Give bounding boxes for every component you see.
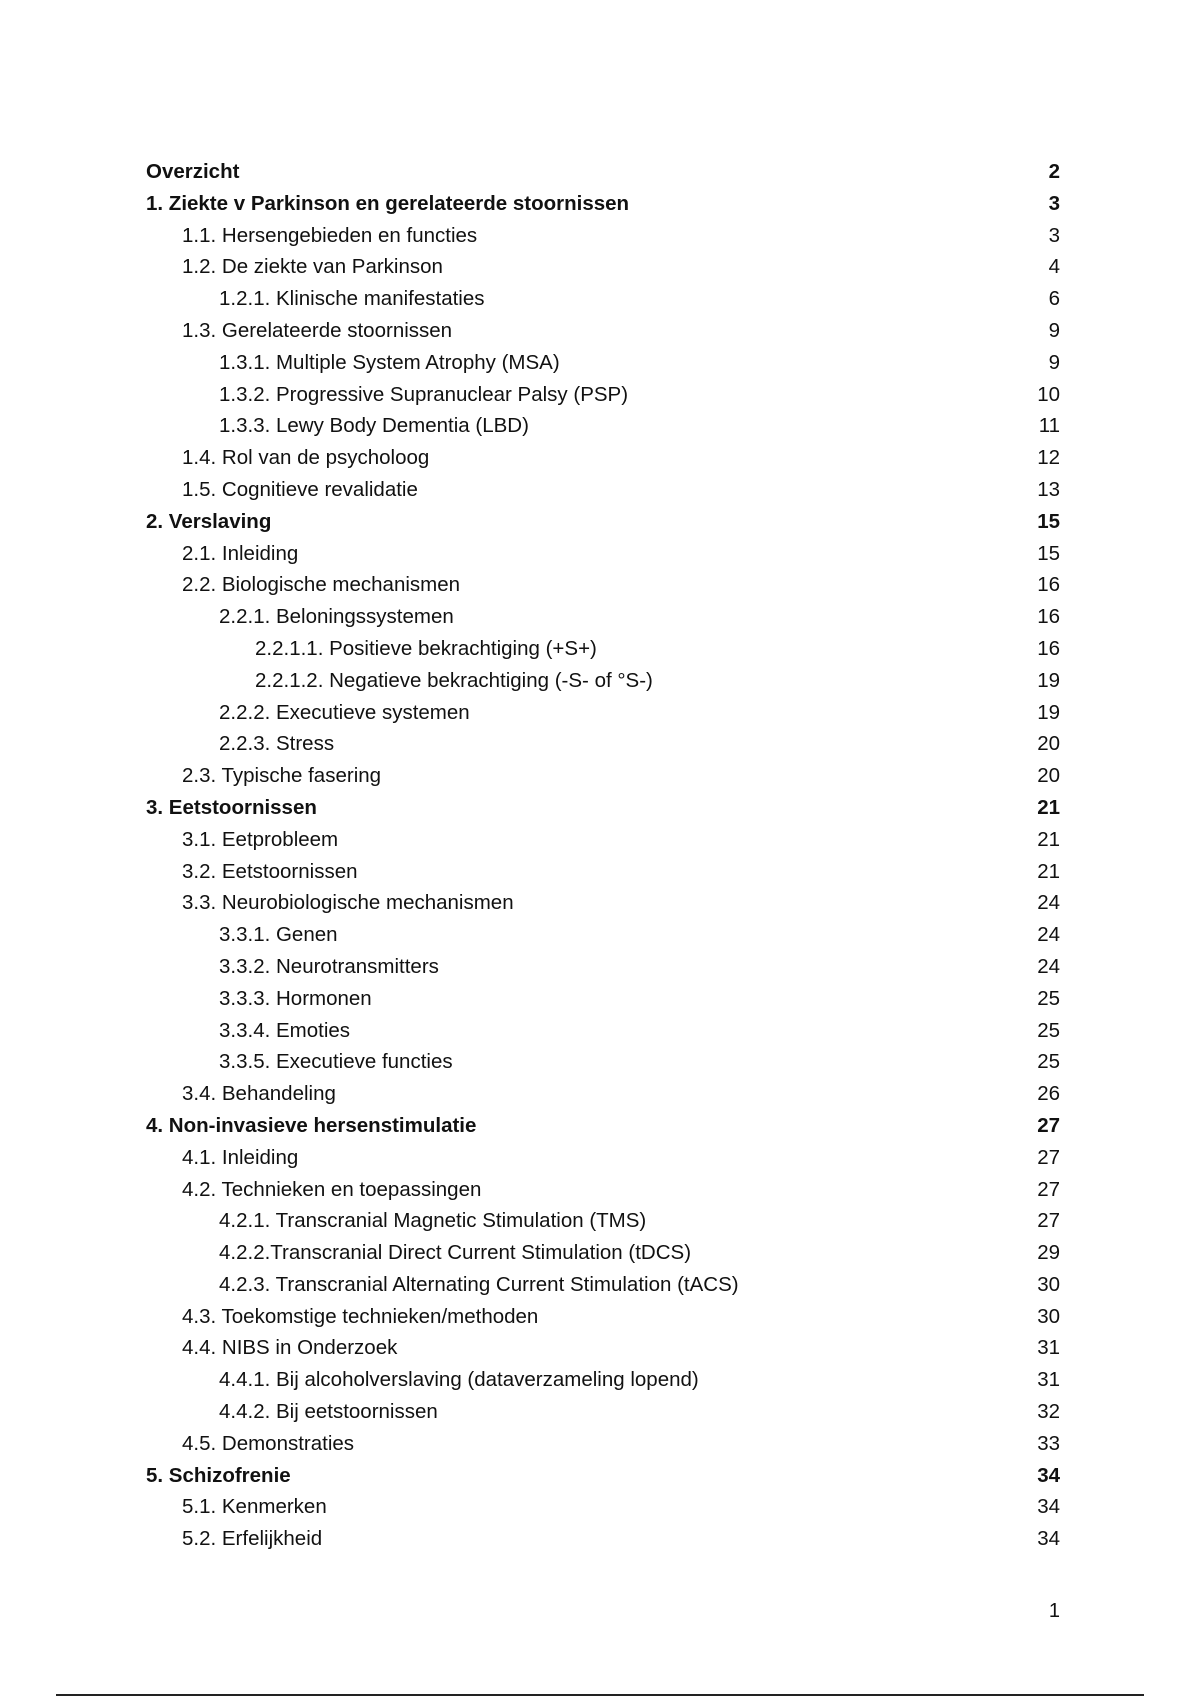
toc-entry-title: 1.4. Rol van de psycholoog — [182, 446, 430, 470]
toc-entry-page: 3 — [1048, 191, 1060, 215]
toc-entry-page: 25 — [1037, 986, 1060, 1010]
toc-entry-title: 1.2. De ziekte van Parkinson — [182, 255, 443, 279]
toc-entry-title: 3.4. Behandeling — [182, 1082, 336, 1106]
toc-entry[interactable] — [146, 1491, 1060, 1523]
toc-entry[interactable] — [146, 1142, 1060, 1174]
toc-entry-page: 9 — [1048, 318, 1060, 342]
toc-entry-page: 10 — [1037, 382, 1060, 406]
toc-entry[interactable] — [146, 1237, 1060, 1269]
toc-entry-title: 2.2.2. Executieve systemen — [219, 700, 470, 724]
toc-entry[interactable] — [146, 1269, 1060, 1301]
toc-entry-page: 21 — [1037, 859, 1060, 883]
toc-entry[interactable] — [146, 283, 1060, 315]
toc-entry-title: 5. Schizofrenie — [146, 1463, 291, 1487]
toc-entry-page: 32 — [1037, 1400, 1060, 1424]
toc-entry[interactable] — [146, 1460, 1060, 1492]
toc-entry-title: 3.3.4. Emoties — [219, 1018, 351, 1042]
toc-entry-title: 3. Eetstoornissen — [146, 795, 317, 819]
toc-entry[interactable] — [146, 379, 1060, 411]
toc-entry[interactable] — [146, 1046, 1060, 1078]
toc-entry[interactable] — [146, 1174, 1060, 1206]
toc-entry-title: 2.2.1.1. Positieve bekrachtiging (+S+) — [255, 636, 597, 660]
page-number: 1 — [1048, 1600, 1060, 1622]
toc-entry-page: 13 — [1037, 477, 1060, 501]
toc-entry-page: 31 — [1037, 1336, 1060, 1360]
toc-entry[interactable] — [146, 474, 1060, 506]
toc-entry-title: 3.2. Eetstoornissen — [182, 859, 358, 883]
toc-entry-page: 26 — [1037, 1082, 1060, 1106]
toc-entry[interactable] — [146, 506, 1060, 538]
toc-entry-title: 4.1. Inleiding — [182, 1145, 299, 1169]
toc-entry[interactable] — [146, 887, 1060, 919]
toc-entry[interactable] — [146, 156, 1060, 188]
toc-entry-page: 20 — [1037, 764, 1060, 788]
toc-entry-page: 27 — [1037, 1145, 1060, 1169]
toc-entry-page: 4 — [1048, 255, 1060, 279]
toc-entry[interactable] — [146, 1078, 1060, 1110]
toc-entry-page: 15 — [1037, 541, 1060, 565]
toc-entry[interactable] — [146, 633, 1060, 665]
toc-entry[interactable] — [146, 792, 1060, 824]
toc-entry-page: 16 — [1037, 605, 1060, 629]
toc-entry-title: 4.4. NIBS in Onderzoek — [182, 1336, 398, 1360]
toc-entry-page: 34 — [1037, 1463, 1060, 1487]
toc-entry[interactable] — [146, 665, 1060, 697]
toc-entry-title: 2.2.1. Beloningssystemen — [219, 605, 454, 629]
toc-entry-page: 24 — [1037, 891, 1060, 915]
toc-entry-page: 25 — [1037, 1018, 1060, 1042]
toc-entry[interactable] — [146, 1396, 1060, 1428]
toc-entry[interactable] — [146, 315, 1060, 347]
toc-entry-page: 31 — [1037, 1368, 1060, 1392]
toc-entry-title: 4.2. Technieken en toepassingen — [182, 1177, 482, 1201]
toc-entry-title: 1. Ziekte v Parkinson en gerelateerde stoornissen — [146, 191, 630, 215]
toc-entry-page: 27 — [1037, 1177, 1060, 1201]
table-of-contents — [146, 156, 1060, 1555]
toc-entry-title: 5.1. Kenmerken — [182, 1495, 327, 1519]
toc-entry-page: 2 — [1048, 160, 1060, 183]
toc-entry-page: 27 — [1037, 1113, 1060, 1137]
toc-entry-title: 4.4.1. Bij alcoholverslaving (dataverzameling lopend) — [219, 1368, 699, 1392]
toc-entry-title: 1.2.1. Klinische manifestaties — [219, 287, 485, 311]
toc-entry-title: 1.3. Gerelateerde stoornissen — [182, 318, 453, 342]
toc-entry-title: Overzicht — [146, 160, 240, 183]
toc-entry-page: 24 — [1037, 954, 1060, 978]
toc-entry[interactable] — [146, 1364, 1060, 1396]
toc-entry[interactable] — [146, 251, 1060, 283]
toc-entry-title: 2.2. Biologische mechanismen — [182, 573, 461, 597]
toc-entry-page: 20 — [1037, 732, 1060, 756]
toc-entry-title: 2. Verslaving — [146, 509, 272, 533]
toc-entry-title: 3.3.1. Genen — [219, 923, 338, 947]
toc-entry-page: 24 — [1037, 923, 1060, 947]
toc-entry-title: 4. Non-invasieve hersenstimulatie — [146, 1113, 477, 1137]
toc-entry-title: 3.3.5. Executieve functies — [219, 1050, 453, 1074]
toc-entry-title: 4.2.2.Transcranial Direct Current Stimulation (tDCS) — [219, 1241, 692, 1265]
toc-entry[interactable] — [146, 569, 1060, 601]
toc-entry[interactable] — [146, 347, 1060, 379]
toc-entry-page: 29 — [1037, 1241, 1060, 1265]
toc-entry-title: 2.2.3. Stress — [219, 732, 335, 756]
bottom-divider — [56, 1694, 1144, 1696]
toc-entry-title: 3.3. Neurobiologische mechanismen — [182, 891, 514, 915]
toc-entry-page: 27 — [1037, 1209, 1060, 1233]
toc-entry-page: 16 — [1037, 573, 1060, 597]
toc-entry[interactable] — [146, 1301, 1060, 1333]
toc-entry[interactable] — [146, 442, 1060, 474]
toc-entry[interactable] — [146, 1205, 1060, 1237]
toc-entry[interactable] — [146, 1015, 1060, 1047]
toc-entry-page: 34 — [1037, 1527, 1060, 1551]
toc-entry-title: 4.5. Demonstraties — [182, 1431, 355, 1455]
toc-entry-page: 3 — [1048, 223, 1060, 247]
toc-entry[interactable] — [146, 188, 1060, 220]
toc-entry-title: 4.2.1. Transcranial Magnetic Stimulation (TMS) — [219, 1209, 647, 1233]
toc-entry-page: 25 — [1037, 1050, 1060, 1074]
toc-entry-title: 4.3. Toekomstige technieken/methoden — [182, 1304, 539, 1328]
toc-entry[interactable] — [146, 601, 1060, 633]
toc-entry-title: 2.3. Typische fasering — [182, 764, 382, 788]
toc-entry[interactable] — [146, 1523, 1060, 1555]
toc-entry-title: 2.1. Inleiding — [182, 541, 299, 565]
toc-entry-page: 15 — [1037, 509, 1060, 533]
toc-entry[interactable] — [146, 919, 1060, 951]
toc-entry-page: 30 — [1037, 1304, 1060, 1328]
toc-entry-page: 21 — [1037, 827, 1060, 851]
toc-entry[interactable] — [146, 1428, 1060, 1460]
toc-entry[interactable] — [146, 856, 1060, 888]
toc-entry[interactable] — [146, 220, 1060, 252]
toc-entry-title: 3.3.3. Hormonen — [219, 986, 372, 1010]
toc-entry-title: 1.3.3. Lewy Body Dementia (LBD) — [219, 414, 529, 438]
toc-entry-page: 12 — [1037, 446, 1060, 470]
toc-entry-page: 21 — [1037, 795, 1060, 819]
toc-entry[interactable] — [146, 983, 1060, 1015]
toc-entry-title: 3.1. Eetprobleem — [182, 827, 339, 851]
toc-entry-page: 11 — [1038, 414, 1060, 438]
toc-entry-title: 3.3.2. Neurotransmitters — [219, 954, 439, 978]
toc-entry-page: 33 — [1037, 1431, 1060, 1455]
toc-entry[interactable] — [146, 951, 1060, 983]
toc-entry-page: 19 — [1037, 668, 1060, 692]
toc-entry-title: 5.2. Erfelijkheid — [182, 1527, 323, 1551]
toc-entry[interactable] — [146, 697, 1060, 729]
toc-entry[interactable] — [146, 1110, 1060, 1142]
toc-entry-title: 4.4.2. Bij eetstoornissen — [219, 1400, 438, 1424]
toc-entry-title: 1.3.1. Multiple System Atrophy (MSA) — [219, 350, 560, 374]
toc-entry-title: 4.2.3. Transcranial Alternating Current Stimulation (tACS) — [219, 1272, 739, 1296]
toc-entry[interactable] — [146, 410, 1060, 442]
toc-entry[interactable] — [146, 824, 1060, 856]
toc-entry[interactable] — [146, 728, 1060, 760]
toc-entry-page: 6 — [1048, 287, 1060, 311]
toc-entry-title: 1.3.2. Progressive Supranuclear Palsy (PSP) — [219, 382, 629, 406]
toc-entry[interactable] — [146, 538, 1060, 570]
toc-entry-page: 30 — [1037, 1272, 1060, 1296]
toc-entry-title: 2.2.1.2. Negatieve bekrachtiging (-S- of °S-) — [255, 668, 653, 692]
toc-entry-page: 16 — [1037, 636, 1060, 660]
toc-entry-page: 19 — [1037, 700, 1060, 724]
toc-entry-title: 1.1. Hersengebieden en functies — [182, 223, 478, 247]
toc-entry-title: 1.5. Cognitieve revalidatie — [182, 477, 418, 501]
toc-entry-page: 34 — [1037, 1495, 1060, 1519]
toc-entry[interactable] — [146, 1332, 1060, 1364]
toc-entry[interactable] — [146, 760, 1060, 792]
toc-entry-page: 9 — [1048, 350, 1060, 374]
